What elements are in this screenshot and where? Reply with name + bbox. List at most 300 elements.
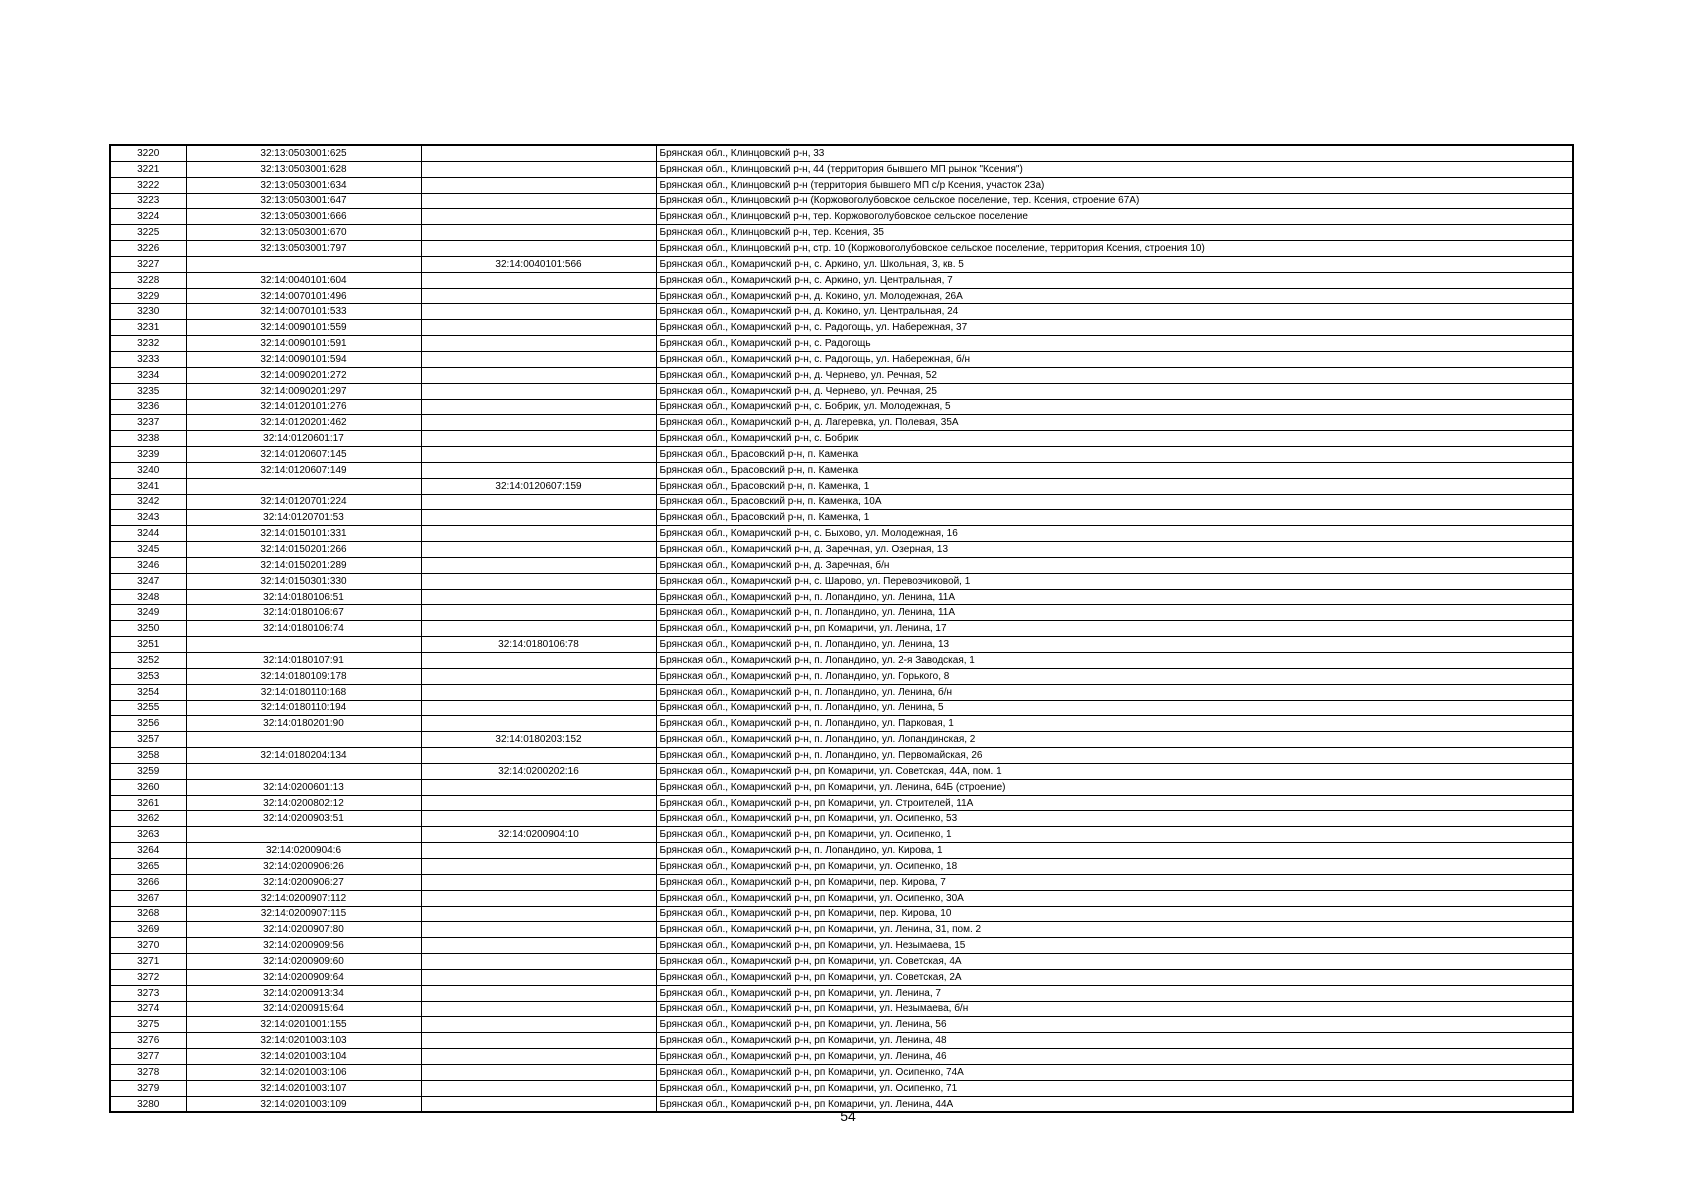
table-row [110,890,1573,906]
building-cadastral-number-cell [421,954,656,970]
building-cadastral-number-cell: 32:14:0040101:566 [421,256,656,272]
building-cadastral-number-cell [421,811,656,827]
row-number-cell: 3240 [110,462,186,478]
row-number-cell: 3279 [110,1080,186,1096]
building-cadastral-number-cell [421,858,656,874]
address-cell: Брянская обл., Комаричский р-н, п. Лопандино, ул. Ленина, 11А [656,605,1573,621]
table-row [110,193,1573,209]
cadastral-number-cell: 32:14:0090101:591 [186,336,421,352]
building-cadastral-number-cell [421,621,656,637]
building-cadastral-number-cell [421,700,656,716]
address-cell: Брянская обл., Комаричский р-н, с. Шарово, ул. Перевозчиковой, 1 [656,573,1573,589]
table-row [110,272,1573,288]
row-number-cell: 3250 [110,621,186,637]
cadastral-number-cell [186,827,421,843]
address-cell: Брянская обл., Брасовский р-н, п. Каменка [656,447,1573,463]
building-cadastral-number-cell [421,605,656,621]
building-cadastral-number-cell: 32:14:0200202:16 [421,763,656,779]
cadastral-number-cell: 32:14:0200909:56 [186,938,421,954]
table-row [110,668,1573,684]
row-number-cell: 3261 [110,795,186,811]
address-cell: Брянская обл., Комаричский р-н, п. Лопандино, ул. Ленина, 5 [656,700,1573,716]
table-row [110,288,1573,304]
row-number-cell: 3232 [110,336,186,352]
address-cell: Брянская обл., Комаричский р-н, д. Лагеревка, ул. Полевая, 35А [656,415,1573,431]
table-row [110,954,1573,970]
cadastral-number-cell [186,763,421,779]
address-cell: Брянская обл., Комаричский р-н, рп Комаричи, ул. Осипенко, 53 [656,811,1573,827]
cadastral-number-cell: 32:14:0180204:134 [186,748,421,764]
address-cell: Брянская обл., Комаричский р-н, рп Комаричи, ул. Осипенко, 1 [656,827,1573,843]
address-cell: Брянская обл., Комаричский р-н, с. Бобрик [656,431,1573,447]
row-number-cell: 3252 [110,653,186,669]
cadastral-number-cell: 32:14:0200907:80 [186,922,421,938]
row-number-cell: 3268 [110,906,186,922]
building-cadastral-number-cell [421,1017,656,1033]
address-cell: Брянская обл., Комаричский р-н, рп Комаричи, ул. Ленина, 64Б (строение) [656,779,1573,795]
cadastral-number-cell: 32:14:0150301:330 [186,573,421,589]
table-row [110,225,1573,241]
table-row [110,383,1573,399]
row-number-cell: 3249 [110,605,186,621]
cadastral-number-cell [186,637,421,653]
address-cell: Брянская обл., Комаричский р-н, рп Комаричи, пер. Кирова, 7 [656,874,1573,890]
cadastral-number-cell: 32:14:0180110:194 [186,700,421,716]
cadastral-number-cell: 32:14:0090201:272 [186,367,421,383]
cadastral-number-cell: 32:13:0503001:625 [186,145,421,161]
cadastral-number-cell: 32:14:0180109:178 [186,668,421,684]
building-cadastral-number-cell [421,462,656,478]
address-cell: Брянская обл., Комаричский р-н, д. Кокино, ул. Молодежная, 26А [656,288,1573,304]
building-cadastral-number-cell [421,399,656,415]
row-number-cell: 3233 [110,351,186,367]
row-number-cell: 3241 [110,478,186,494]
row-number-cell: 3238 [110,431,186,447]
address-cell: Брянская обл., Клинцовский р-н (Коржовоголубовское сельское поселение, тер. Ксения, строение 67А) [656,193,1573,209]
address-cell: Брянская обл., Комаричский р-н, рп Комаричи, ул. Советская, 44А, пом. 1 [656,763,1573,779]
address-cell: Брянская обл., Комаричский р-н, п. Лопандино, ул. Парковая, 1 [656,716,1573,732]
address-cell: Брянская обл., Комаричский р-н, рп Комаричи, ул. Незымаева, 15 [656,938,1573,954]
address-cell: Брянская обл., Комаричский р-н, п. Лопандино, ул. Горького, 8 [656,668,1573,684]
building-cadastral-number-cell [421,748,656,764]
address-cell: Брянская обл., Комаричский р-н, рп Комаричи, ул. Ленина, 48 [656,1033,1573,1049]
building-cadastral-number-cell [421,431,656,447]
table-row [110,1001,1573,1017]
cadastral-number-cell: 32:14:0180107:91 [186,653,421,669]
address-cell: Брянская обл., Комаричский р-н, д. Кокино, ул. Центральная, 24 [656,304,1573,320]
row-number-cell: 3243 [110,510,186,526]
cadastral-number-cell: 32:14:0200909:64 [186,969,421,985]
table-row [110,241,1573,257]
table-row [110,906,1573,922]
table-row [110,415,1573,431]
table-row [110,827,1573,843]
cadastral-number-cell: 32:14:0200906:27 [186,874,421,890]
cadastral-number-cell: 32:13:0503001:628 [186,161,421,177]
cadastral-number-cell: 32:14:0120607:149 [186,462,421,478]
row-number-cell: 3245 [110,542,186,558]
address-cell: Брянская обл., Комаричский р-н, п. Лопандино, ул. Ленина, 11А [656,589,1573,605]
row-number-cell: 3251 [110,637,186,653]
table-row [110,700,1573,716]
table-row [110,573,1573,589]
row-number-cell: 3224 [110,209,186,225]
table-row [110,763,1573,779]
row-number-cell: 3275 [110,1017,186,1033]
building-cadastral-number-cell [421,336,656,352]
row-number-cell: 3235 [110,383,186,399]
table-row [110,145,1573,161]
cadastral-number-cell: 32:14:0150201:289 [186,557,421,573]
address-cell: Брянская обл., Комаричский р-н, п. Лопандино, ул. Ленина, б/н [656,684,1573,700]
row-number-cell: 3226 [110,241,186,257]
building-cadastral-number-cell [421,1001,656,1017]
address-cell: Брянская обл., Комаричский р-н, рп Комаричи, ул. Осипенко, 71 [656,1080,1573,1096]
address-cell: Брянская обл., Комаричский р-н, рп Комаричи, ул. Ленина, 56 [656,1017,1573,1033]
address-cell: Брянская обл., Брасовский р-н, п. Каменка, 1 [656,478,1573,494]
row-number-cell: 3222 [110,177,186,193]
address-cell: Брянская обл., Комаричский р-н, д. Чернево, ул. Речная, 52 [656,367,1573,383]
page-number: 54 [840,1108,856,1124]
row-number-cell: 3225 [110,225,186,241]
table-row [110,351,1573,367]
table-row [110,526,1573,542]
row-number-cell: 3229 [110,288,186,304]
address-cell: Брянская обл., Комаричский р-н, п. Лопандино, ул. Кирова, 1 [656,843,1573,859]
table-row [110,874,1573,890]
cadastral-number-cell: 32:13:0503001:634 [186,177,421,193]
building-cadastral-number-cell [421,668,656,684]
cadastral-number-cell: 32:14:0201003:103 [186,1033,421,1049]
cadastral-number-cell: 32:14:0201001:155 [186,1017,421,1033]
row-number-cell: 3259 [110,763,186,779]
address-cell: Брянская обл., Комаричский р-н, рп Комаричи, ул. Советская, 2А [656,969,1573,985]
row-number-cell: 3262 [110,811,186,827]
cadastral-number-cell: 32:14:0201003:109 [186,1096,421,1112]
table-row [110,431,1573,447]
building-cadastral-number-cell [421,890,656,906]
cadastral-number-cell: 32:14:0201003:104 [186,1049,421,1065]
address-cell: Брянская обл., Клинцовский р-н, стр. 10 (Коржовоголубовское сельское поселение, территория Ксения, строения 10) [656,241,1573,257]
address-cell: Брянская обл., Комаричский р-н, д. Заречная, ул. Озерная, 13 [656,542,1573,558]
building-cadastral-number-cell [421,573,656,589]
address-cell: Брянская обл., Комаричский р-н, рп Комаричи, ул. Ленина, 7 [656,985,1573,1001]
table-row [110,1033,1573,1049]
row-number-cell: 3280 [110,1096,186,1112]
address-cell: Брянская обл., Клинцовский р-н, тер. Ксения, 35 [656,225,1573,241]
address-cell: Брянская обл., Комаричский р-н, с. Радогощь [656,336,1573,352]
table-row [110,969,1573,985]
building-cadastral-number-cell [421,225,656,241]
address-cell: Брянская обл., Комаричский р-н, п. Лопандино, ул. 2-я Заводская, 1 [656,653,1573,669]
building-cadastral-number-cell [421,795,656,811]
row-number-cell: 3271 [110,954,186,970]
table-row [110,938,1573,954]
row-number-cell: 3267 [110,890,186,906]
cadastral-number-cell: 32:13:0503001:647 [186,193,421,209]
cadastral-number-cell: 32:14:0120201:462 [186,415,421,431]
table-row [110,320,1573,336]
address-cell: Брянская обл., Комаричский р-н, рп Комаричи, ул. Осипенко, 74А [656,1064,1573,1080]
address-cell: Брянская обл., Комаричский р-н, с. Аркино, ул. Центральная, 7 [656,272,1573,288]
row-number-cell: 3257 [110,732,186,748]
cadastral-number-cell: 32:14:0070101:496 [186,288,421,304]
row-number-cell: 3234 [110,367,186,383]
address-cell: Брянская обл., Комаричский р-н, рп Комаричи, ул. Осипенко, 30А [656,890,1573,906]
row-number-cell: 3247 [110,573,186,589]
table-row [110,589,1573,605]
row-number-cell: 3274 [110,1001,186,1017]
table-row [110,1080,1573,1096]
building-cadastral-number-cell [421,209,656,225]
row-number-cell: 3255 [110,700,186,716]
building-cadastral-number-cell [421,969,656,985]
building-cadastral-number-cell [421,193,656,209]
cadastral-number-cell: 32:14:0090101:559 [186,320,421,336]
table-row [110,478,1573,494]
cadastral-number-cell: 32:14:0200907:115 [186,906,421,922]
table-row [110,399,1573,415]
address-cell: Брянская обл., Клинцовский р-н, 33 [656,145,1573,161]
address-cell: Брянская обл., Комаричский р-н, рп Комаричи, ул. Ленина, 17 [656,621,1573,637]
building-cadastral-number-cell [421,304,656,320]
cadastral-number-cell [186,732,421,748]
building-cadastral-number-cell [421,1064,656,1080]
building-cadastral-number-cell [421,241,656,257]
address-cell: Брянская обл., Комаричский р-н, рп Комаричи, пер. Кирова, 10 [656,906,1573,922]
cadastral-number-cell: 32:14:0040101:604 [186,272,421,288]
table-row [110,621,1573,637]
building-cadastral-number-cell [421,874,656,890]
row-number-cell: 3230 [110,304,186,320]
address-cell: Брянская обл., Комаричский р-н, рп Комаричи, ул. Советская, 4А [656,954,1573,970]
table-row [110,177,1573,193]
cadastral-number-cell [186,256,421,272]
address-cell: Брянская обл., Комаричский р-н, п. Лопандино, ул. Лопандинская, 2 [656,732,1573,748]
address-cell: Брянская обл., Комаричский р-н, рп Комаричи, ул. Ленина, 46 [656,1049,1573,1065]
building-cadastral-number-cell: 32:14:0180106:78 [421,637,656,653]
registry-table-body [110,145,1573,1112]
table-row [110,732,1573,748]
cadastral-number-cell [186,478,421,494]
row-number-cell: 3237 [110,415,186,431]
building-cadastral-number-cell [421,161,656,177]
row-number-cell: 3227 [110,256,186,272]
row-number-cell: 3248 [110,589,186,605]
building-cadastral-number-cell [421,367,656,383]
cadastral-number-cell: 32:14:0180106:74 [186,621,421,637]
cadastral-number-cell: 32:14:0120101:276 [186,399,421,415]
cadastral-number-cell: 32:14:0200601:13 [186,779,421,795]
row-number-cell: 3260 [110,779,186,795]
table-row [110,304,1573,320]
cadastral-number-cell: 32:14:0200904:6 [186,843,421,859]
table-row [110,858,1573,874]
property-registry-table [109,144,1574,1113]
cadastral-number-cell: 32:14:0200907:112 [186,890,421,906]
address-cell: Брянская обл., Комаричский р-н, д. Чернево, ул. Речная, 25 [656,383,1573,399]
row-number-cell: 3256 [110,716,186,732]
building-cadastral-number-cell [421,1033,656,1049]
cadastral-number-cell: 32:14:0150101:331 [186,526,421,542]
building-cadastral-number-cell [421,653,656,669]
building-cadastral-number-cell [421,779,656,795]
table-row [110,447,1573,463]
building-cadastral-number-cell [421,684,656,700]
row-number-cell: 3269 [110,922,186,938]
building-cadastral-number-cell: 32:14:0200904:10 [421,827,656,843]
address-cell: Брянская обл., Брасовский р-н, п. Каменка [656,462,1573,478]
table-row [110,605,1573,621]
table-row [110,209,1573,225]
row-number-cell: 3253 [110,668,186,684]
building-cadastral-number-cell [421,510,656,526]
address-cell: Брянская обл., Комаричский р-н, п. Лопандино, ул. Первомайская, 26 [656,748,1573,764]
table-row [110,367,1573,383]
address-cell: Брянская обл., Клинцовский р-н, 44 (территория бывшего МП рынок "Ксения") [656,161,1573,177]
cadastral-number-cell: 32:14:0120701:224 [186,494,421,510]
table-row [110,336,1573,352]
row-number-cell: 3276 [110,1033,186,1049]
address-cell: Брянская обл., Комаричский р-н, рп Комаричи, ул. Незымаева, б/н [656,1001,1573,1017]
table-row [110,557,1573,573]
address-cell: Брянская обл., Клинцовский р-н (территория бывшего МП с/р Ксения, участок 23а) [656,177,1573,193]
cadastral-number-cell: 32:14:0090201:297 [186,383,421,399]
row-number-cell: 3231 [110,320,186,336]
building-cadastral-number-cell [421,938,656,954]
table-row [110,748,1573,764]
building-cadastral-number-cell [421,922,656,938]
building-cadastral-number-cell [421,843,656,859]
building-cadastral-number-cell [421,415,656,431]
cadastral-number-cell: 32:14:0180106:67 [186,605,421,621]
table-row [110,637,1573,653]
cadastral-number-cell: 32:14:0180106:51 [186,589,421,605]
building-cadastral-number-cell [421,383,656,399]
row-number-cell: 3277 [110,1049,186,1065]
table-row [110,922,1573,938]
address-cell: Брянская обл., Комаричский р-н, д. Заречная, б/н [656,557,1573,573]
building-cadastral-number-cell [421,494,656,510]
address-cell: Брянская обл., Комаричский р-н, с. Радогощь, ул. Набережная, 37 [656,320,1573,336]
building-cadastral-number-cell [421,145,656,161]
row-number-cell: 3263 [110,827,186,843]
cadastral-number-cell: 32:14:0200915:64 [186,1001,421,1017]
cadastral-number-cell: 32:14:0201003:107 [186,1080,421,1096]
row-number-cell: 3273 [110,985,186,1001]
table-row [110,653,1573,669]
address-cell: Брянская обл., Комаричский р-н, п. Лопандино, ул. Ленина, 13 [656,637,1573,653]
address-cell: Брянская обл., Комаричский р-н, рп Комаричи, ул. Осипенко, 18 [656,858,1573,874]
cadastral-number-cell: 32:13:0503001:670 [186,225,421,241]
cadastral-number-cell: 32:14:0070101:533 [186,304,421,320]
table-row [110,161,1573,177]
cadastral-number-cell: 32:14:0150201:266 [186,542,421,558]
building-cadastral-number-cell [421,351,656,367]
address-cell: Брянская обл., Комаричский р-н, с. Аркино, ул. Школьная, 3, кв. 5 [656,256,1573,272]
table-row [110,1017,1573,1033]
row-number-cell: 3258 [110,748,186,764]
building-cadastral-number-cell [421,272,656,288]
building-cadastral-number-cell [421,447,656,463]
cadastral-number-cell: 32:14:0200913:34 [186,985,421,1001]
table-row [110,1064,1573,1080]
table-row [110,510,1573,526]
cadastral-number-cell: 32:14:0120601:17 [186,431,421,447]
building-cadastral-number-cell [421,177,656,193]
cadastral-number-cell: 32:14:0120607:145 [186,447,421,463]
building-cadastral-number-cell [421,557,656,573]
row-number-cell: 3278 [110,1064,186,1080]
address-cell: Брянская обл., Брасовский р-н, п. Каменка, 10А [656,494,1573,510]
address-cell: Брянская обл., Комаричский р-н, с. Бобрик, ул. Молодежная, 5 [656,399,1573,415]
cadastral-number-cell: 32:13:0503001:666 [186,209,421,225]
cadastral-number-cell: 32:14:0180110:168 [186,684,421,700]
row-number-cell: 3272 [110,969,186,985]
row-number-cell: 3264 [110,843,186,859]
table-row [110,494,1573,510]
address-cell: Брянская обл., Комаричский р-н, рп Комаричи, ул. Строителей, 11А [656,795,1573,811]
cadastral-number-cell: 32:14:0120701:53 [186,510,421,526]
cadastral-number-cell: 32:14:0090101:594 [186,351,421,367]
table-row [110,779,1573,795]
row-number-cell: 3221 [110,161,186,177]
table-row [110,795,1573,811]
building-cadastral-number-cell [421,542,656,558]
table-row [110,985,1573,1001]
building-cadastral-number-cell [421,589,656,605]
table-row [110,811,1573,827]
building-cadastral-number-cell [421,1080,656,1096]
row-number-cell: 3242 [110,494,186,510]
row-number-cell: 3228 [110,272,186,288]
building-cadastral-number-cell [421,716,656,732]
building-cadastral-number-cell [421,288,656,304]
table-row [110,256,1573,272]
row-number-cell: 3236 [110,399,186,415]
table-row [110,462,1573,478]
building-cadastral-number-cell: 32:14:0180203:152 [421,732,656,748]
building-cadastral-number-cell [421,320,656,336]
address-cell: Брянская обл., Комаричский р-н, рп Комаричи, ул. Ленина, 44А [659,1098,954,1110]
table-row [110,542,1573,558]
cadastral-number-cell: 32:13:0503001:797 [186,241,421,257]
row-number-cell: 3265 [110,858,186,874]
table-row [110,716,1573,732]
table-row [110,843,1573,859]
row-number-cell: 3254 [110,684,186,700]
table-row [110,684,1573,700]
row-number-cell: 3220 [110,145,186,161]
row-number-cell: 3223 [110,193,186,209]
row-number-cell: 3266 [110,874,186,890]
address-cell: Брянская обл., Комаричский р-н, рп Комаричи, ул. Ленина, 31, пом. 2 [656,922,1573,938]
row-number-cell: 3270 [110,938,186,954]
cadastral-number-cell: 32:14:0200903:51 [186,811,421,827]
address-cell: Брянская обл., Клинцовский р-н, тер. Коржовоголубовское сельское поселение [656,209,1573,225]
address-cell: Брянская обл., Комаричский р-н, с. Радогощь, ул. Набережная, б/н [656,351,1573,367]
row-number-cell: 3244 [110,526,186,542]
row-number-cell: 3246 [110,557,186,573]
table-row [110,1049,1573,1065]
cadastral-number-cell: 32:14:0201003:106 [186,1064,421,1080]
address-cell: Брянская обл., Брасовский р-н, п. Каменка, 1 [656,510,1573,526]
cadastral-number-cell: 32:14:0200909:60 [186,954,421,970]
building-cadastral-number-cell: 32:14:0120607:159 [421,478,656,494]
building-cadastral-number-cell [421,906,656,922]
cadastral-number-cell: 32:14:0180201:90 [186,716,421,732]
address-cell: Брянская обл., Комаричский р-н, с. Быхово, ул. Молодежная, 16 [656,526,1573,542]
